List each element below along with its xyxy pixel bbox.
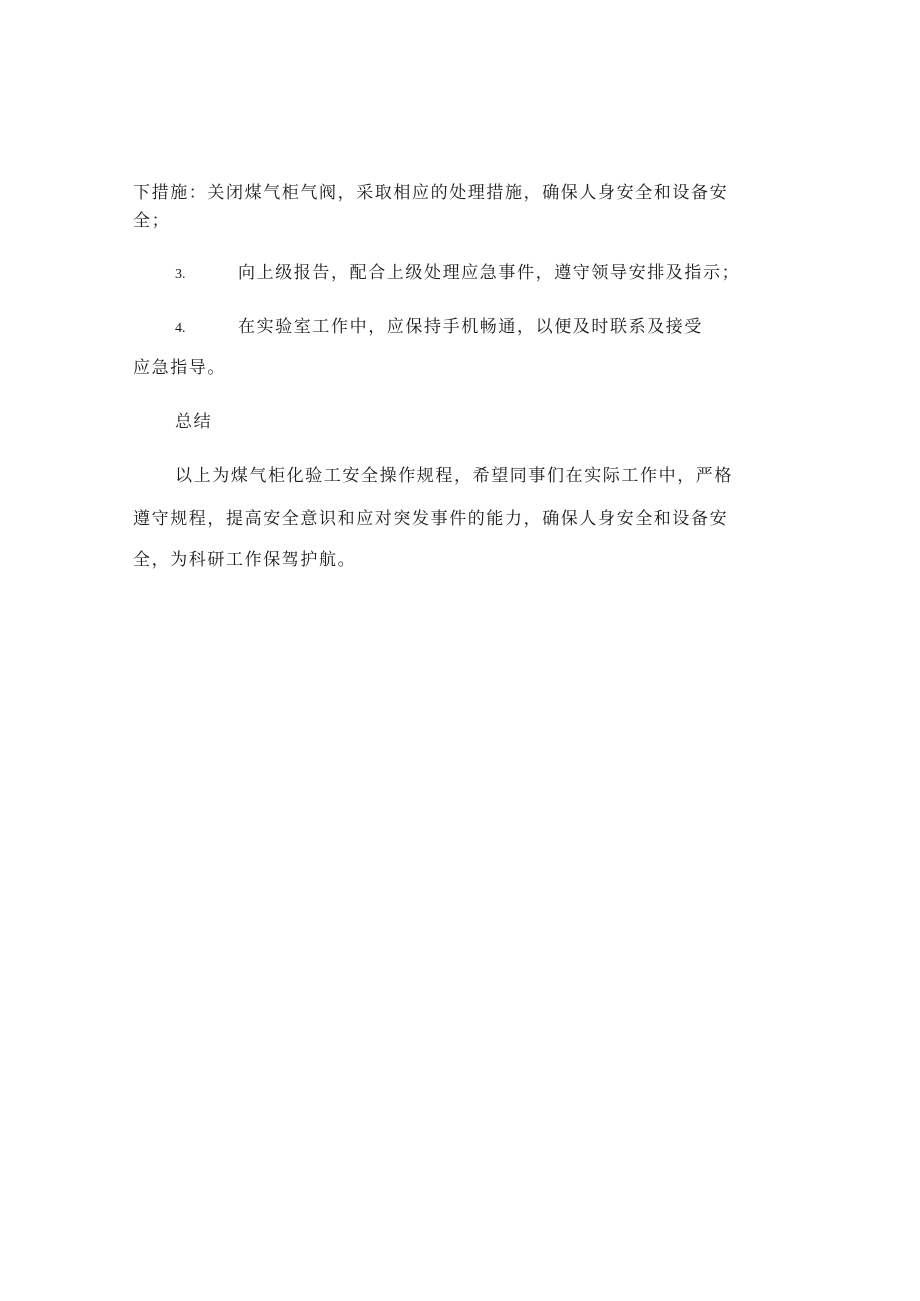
summary-paragraph-line-2: 遵守规程，提高安全意识和应对突发事件的能力，确保人身安全和设备安 — [133, 509, 729, 529]
summary-heading: 总结 — [175, 412, 213, 432]
list-item-4 — [175, 313, 820, 343]
list-item-text: 在实验室工作中，应保持手机畅通，以便及时联系及接受 — [238, 317, 703, 337]
list-item-number: 4. — [175, 321, 186, 336]
list-item-number: 3. — [175, 267, 186, 282]
list-item-3 — [175, 259, 820, 289]
summary-paragraph-line-3: 全，为科研工作保驾护航。 — [133, 550, 357, 570]
list-item-text: 向上级报告，配合上级处理应急事件，遵守领导安排及指示； — [238, 263, 741, 283]
continuation-line-1: 下措施：关闭煤气柜气阀，采取相应的处理措施，确保人身安全和设备安 — [133, 183, 729, 203]
summary-paragraph-line-1: 以上为煤气柜化验工安全操作规程，希望同事们在实际工作中，严格 — [175, 466, 733, 486]
continuation-line-2: 全； — [133, 211, 171, 231]
list-item-4-continuation: 应急指导。 — [133, 358, 226, 378]
